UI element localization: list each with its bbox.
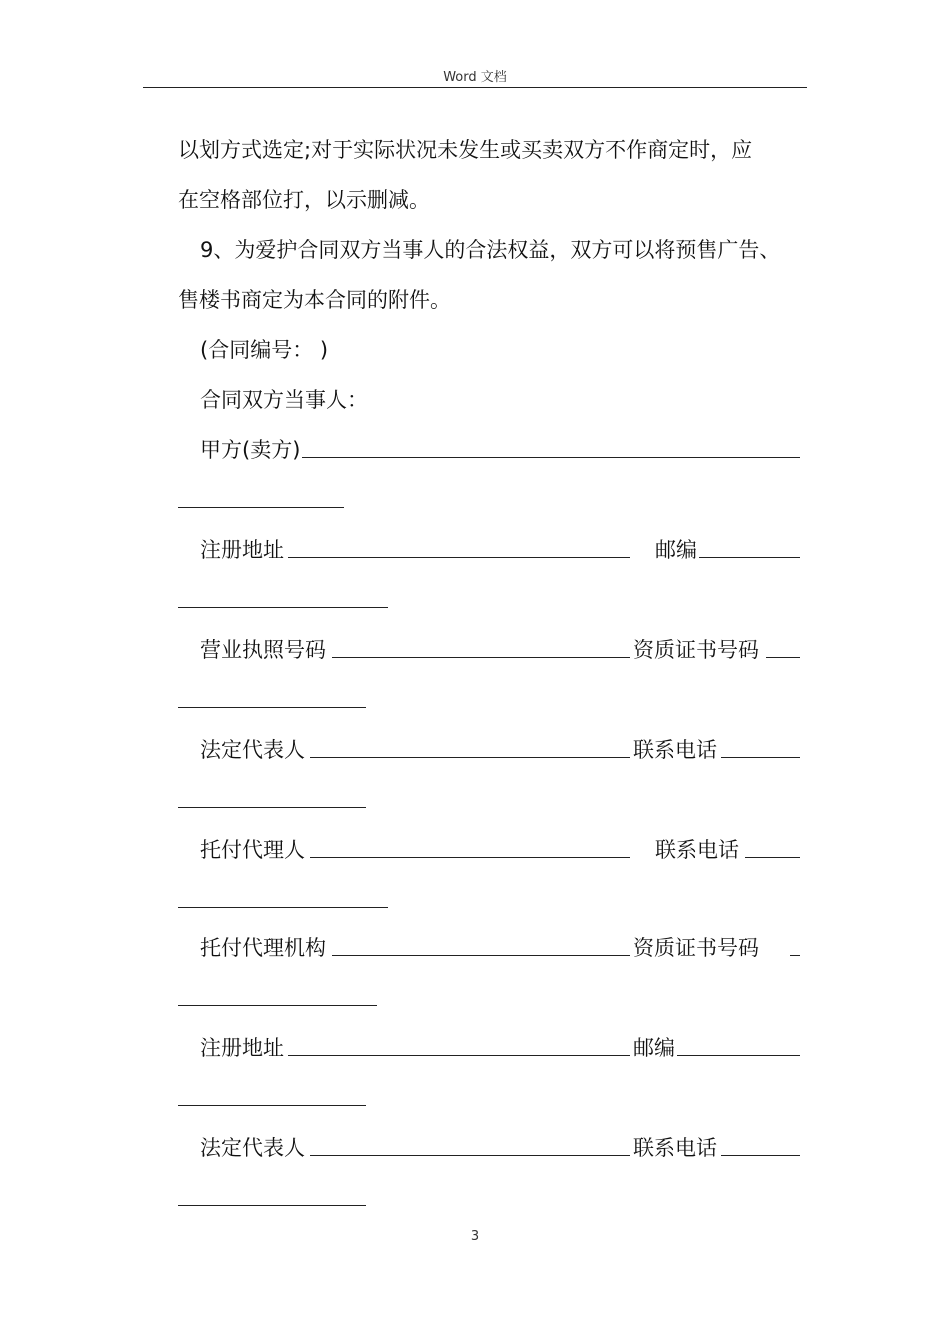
agency-label: 托付代理机构 bbox=[200, 936, 326, 960]
agency-postcode-blank-continued[interactable] bbox=[178, 1105, 366, 1106]
page-number: 3 bbox=[470, 1229, 480, 1244]
qualification-blank[interactable] bbox=[766, 657, 800, 658]
agency-legal-representative-label: 法定代表人 bbox=[200, 1136, 305, 1160]
agency-postcode-label: 邮编 bbox=[633, 1036, 675, 1060]
agency-phone-blank-continued[interactable] bbox=[178, 1205, 366, 1206]
business-license-label: 营业执照号码 bbox=[200, 638, 326, 662]
paragraph-line: 售楼书商定为本合同的附件。 bbox=[178, 288, 451, 312]
party-a-blank[interactable] bbox=[302, 457, 800, 458]
paragraph-line: 9、为爱护合同双方当事人的合法权益，双方可以将预售广告、 bbox=[200, 238, 781, 262]
phone-label: 联系电话 bbox=[633, 738, 717, 762]
postcode-blank[interactable] bbox=[699, 557, 800, 558]
paragraph-line: 以划方式选定;对于实际状况未发生或买卖双方不作商定时，应 bbox=[178, 138, 753, 162]
legal-representative-blank[interactable] bbox=[310, 757, 630, 758]
agency-legal-representative-blank[interactable] bbox=[310, 1155, 630, 1156]
header-divider bbox=[143, 87, 807, 88]
agency-address-label: 注册地址 bbox=[200, 1036, 284, 1060]
agency-qualification-blank-continued[interactable] bbox=[178, 1005, 377, 1006]
contract-number: (合同编号： ) bbox=[200, 338, 329, 362]
phone-blank[interactable] bbox=[721, 757, 800, 758]
paragraph-line: 在空格部位打，以示删减。 bbox=[178, 188, 430, 212]
postcode-blank-continued[interactable] bbox=[178, 607, 388, 608]
agent-phone-label: 联系电话 bbox=[655, 838, 739, 862]
business-license-blank[interactable] bbox=[332, 657, 630, 658]
agent-phone-blank-continued[interactable] bbox=[178, 907, 388, 908]
qualification-blank-continued[interactable] bbox=[178, 707, 366, 708]
agent-label: 托付代理人 bbox=[200, 838, 305, 862]
qualification-label: 资质证书号码 bbox=[633, 638, 759, 662]
agency-qualification-label: 资质证书号码 bbox=[633, 936, 759, 960]
agent-blank[interactable] bbox=[310, 857, 630, 858]
agency-blank[interactable] bbox=[332, 955, 630, 956]
agency-address-blank[interactable] bbox=[288, 1055, 630, 1056]
legal-representative-label: 法定代表人 bbox=[200, 738, 305, 762]
registered-address-label: 注册地址 bbox=[200, 538, 284, 562]
agency-phone-label: 联系电话 bbox=[633, 1136, 717, 1160]
registered-address-blank[interactable] bbox=[288, 557, 630, 558]
agent-phone-blank[interactable] bbox=[745, 857, 800, 858]
agency-phone-blank[interactable] bbox=[721, 1155, 800, 1156]
parties-heading: 合同双方当事人： bbox=[200, 388, 368, 412]
party-a-blank-continued[interactable] bbox=[178, 507, 344, 508]
agency-postcode-blank[interactable] bbox=[677, 1055, 800, 1056]
party-a-label: 甲方(卖方) bbox=[200, 438, 301, 462]
agency-qualification-blank[interactable] bbox=[790, 955, 800, 956]
phone-blank-continued[interactable] bbox=[178, 807, 366, 808]
postcode-label: 邮编 bbox=[655, 538, 697, 562]
page-header: Word 文档 bbox=[443, 70, 507, 85]
